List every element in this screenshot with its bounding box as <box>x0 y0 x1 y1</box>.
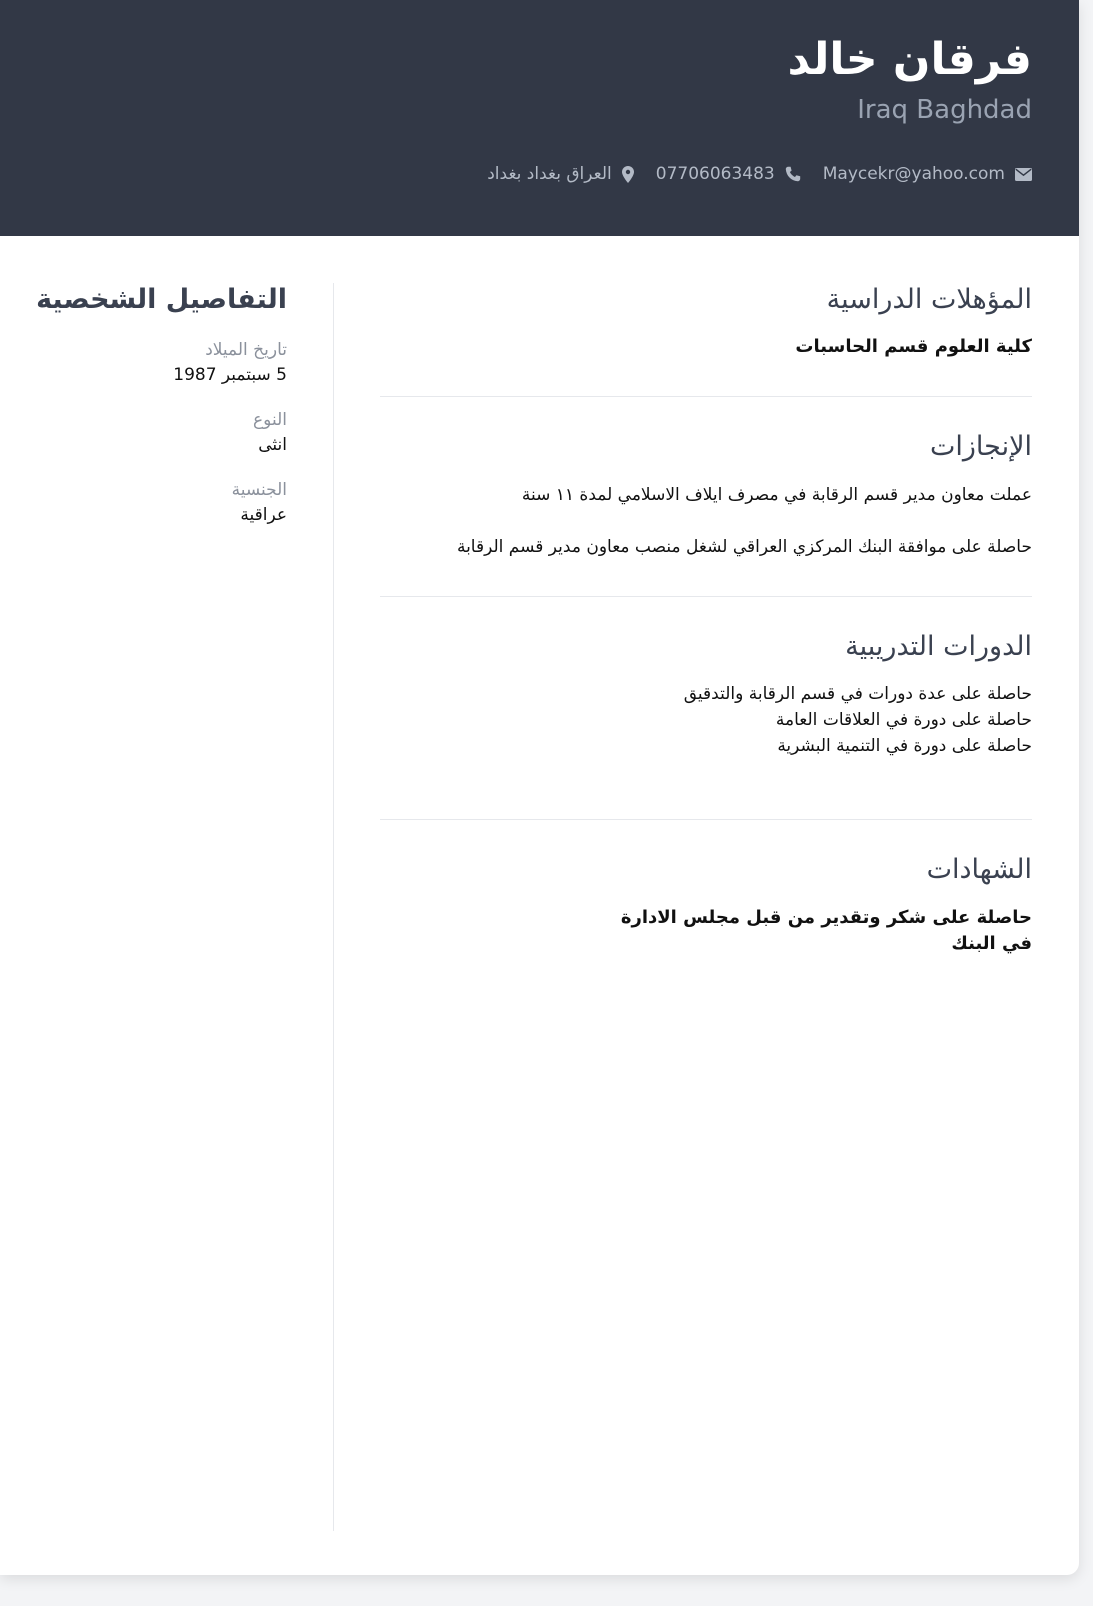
certificate-item: في البنك <box>951 932 1032 954</box>
gender-detail <box>40 408 287 458</box>
education-item: كلية العلوم قسم الحاسبات <box>795 336 1032 358</box>
achievement-item: حاصلة على موافقة البنك المركزي العراقي لشغل منصب معاون مدير قسم الرقابة <box>456 536 1032 557</box>
phone-text: 07706063483 <box>655 164 775 184</box>
contact-address <box>487 164 634 184</box>
course-item: حاصلة على دورة في التنمية البشرية <box>777 736 1032 757</box>
achievements-section <box>380 397 1032 596</box>
personal-details-column <box>36 236 287 548</box>
certificates-title: الشهادات <box>926 854 1032 886</box>
courses-section <box>380 597 1032 820</box>
achievements-title: الإنجازات <box>929 431 1032 463</box>
contact-bar <box>487 164 1032 184</box>
course-item: حاصلة على عدة دورات في قسم الرقابة والتدقيق <box>683 684 1032 705</box>
birthdate-label: تاريخ الميلاد <box>205 340 287 361</box>
education-section <box>380 236 1032 397</box>
phone-icon <box>785 166 801 182</box>
gender-value: انثى <box>258 435 287 456</box>
course-item: حاصلة على دورة في العلاقات العامة <box>775 710 1032 731</box>
achievement-item: عملت معاون مدير قسم الرقابة في مصرف ايلاف الاسلامي لمدة ١١ سنة <box>521 484 1032 505</box>
resume-header <box>0 0 1079 236</box>
nationality-value: عراقية <box>240 505 287 526</box>
main-column <box>380 236 1032 957</box>
education-title: المؤهلات الدراسية <box>826 284 1032 315</box>
gender-label: النوع <box>253 410 287 431</box>
applicant-name: فرقان خالد <box>787 34 1032 85</box>
nationality-detail <box>40 478 287 528</box>
courses-title: الدورات التدريبية <box>845 630 1032 662</box>
birthdate-detail <box>40 338 287 388</box>
contact-email[interactable] <box>823 164 1032 184</box>
map-marker-icon <box>622 166 634 183</box>
column-divider <box>333 283 334 1531</box>
certificates-section <box>380 820 1032 956</box>
birthdate-value: 5 سبتمبر 1987 <box>173 365 287 386</box>
certificate-item: حاصلة على شكر وتقدير من قبل مجلس الادارة <box>620 906 1032 928</box>
email-text: Maycekr@yahoo.com <box>822 164 1005 184</box>
nationality-label: الجنسية <box>231 480 287 501</box>
envelope-icon <box>1015 168 1032 181</box>
contact-phone[interactable] <box>656 164 801 184</box>
address-text: العراق بغداد بغداد <box>487 164 612 184</box>
applicant-location: Iraq Baghdad <box>857 95 1032 125</box>
personal-details-title: التفاصيل الشخصية <box>36 284 287 315</box>
